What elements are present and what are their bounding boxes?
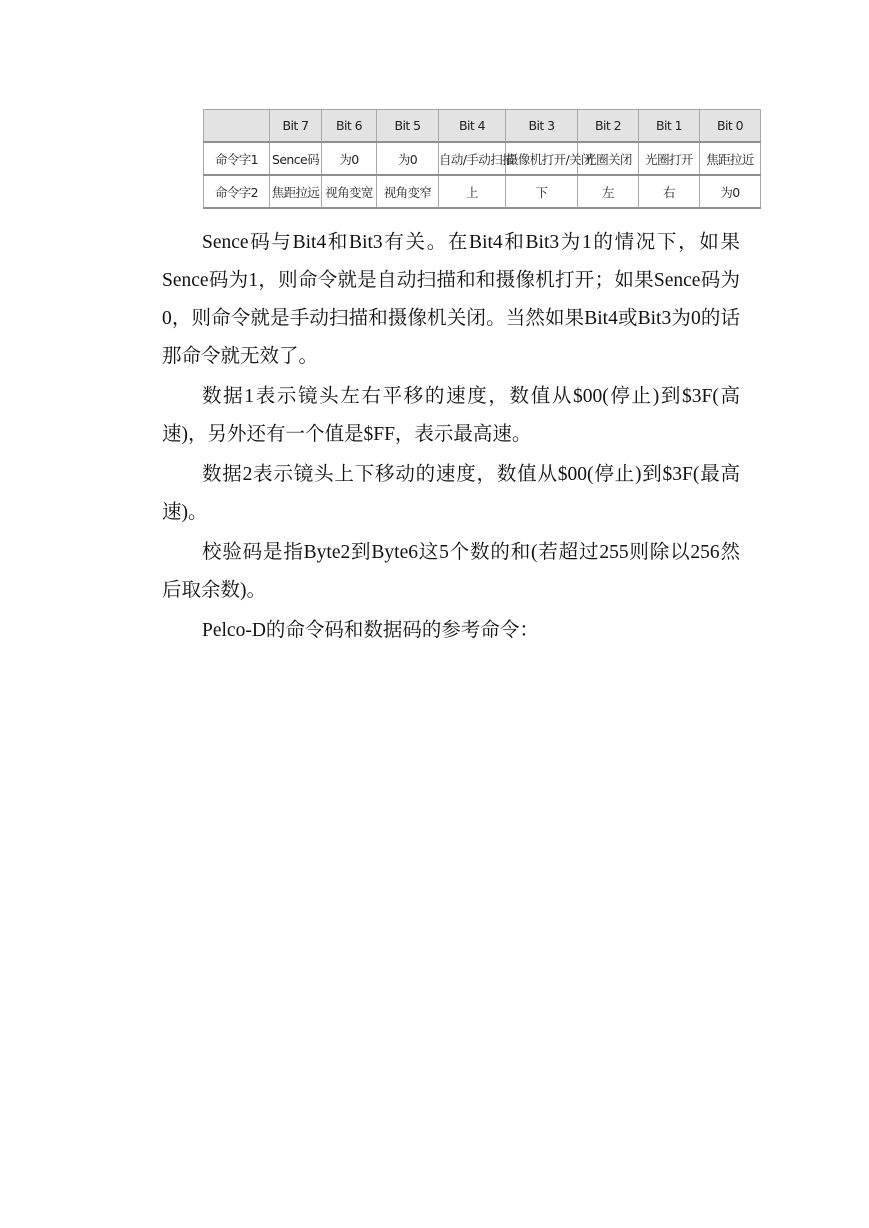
header-bit7: Bit 7 [270, 110, 322, 143]
bit-table-container [203, 109, 760, 209]
table-cell: 光圈打开 [639, 142, 700, 175]
paragraph-checksum: 校验码是指Byte2到Byte6这5个数的和(若超过255则除以256然后取余数)。 [162, 542, 740, 601]
table-cell: 为0 [377, 142, 439, 175]
table-cell: 为0 [700, 175, 761, 208]
table-cell: 上 [439, 175, 506, 208]
table-cell: 摄像机打开/关闭 [506, 142, 578, 175]
table-cell: 右 [639, 175, 700, 208]
row-label-command2: 命令字2 [204, 175, 270, 208]
table-row [204, 142, 761, 175]
table-row [204, 175, 761, 208]
header-bit0: Bit 0 [700, 110, 761, 143]
table-cell: 左 [578, 175, 639, 208]
table-header-row [204, 110, 761, 143]
table-cell: Sence码 [270, 142, 322, 175]
table-corner-cell [204, 110, 270, 143]
header-bit5: Bit 5 [377, 110, 439, 143]
table-cell: 光圈关闭 [578, 142, 639, 175]
paragraph-sence-code: Sence码与Bit4和Bit3有关。在Bit4和Bit3为1的情况下，如果Sence码为1，则命令就是自动扫描和和摄像机打开；如果Sence码为0，则命令就是手动扫描和摄像机关闭。当然如果Bit4或Bit3为0的话那命令就无效了。 [162, 232, 740, 367]
paragraph-data1: 数据1表示镜头左右平移的速度，数值从$00(停止)到$3F(高速)，另外还有一个值是$FF，表示最高速。 [162, 386, 740, 445]
table-cell: 焦距拉近 [700, 142, 761, 175]
table-cell: 为0 [322, 142, 377, 175]
command-bit-table [203, 109, 761, 209]
row-label-command1: 命令字1 [204, 142, 270, 175]
paragraph-data2: 数据2表示镜头上下移动的速度，数值从$00(停止)到$3F(最高速)。 [162, 464, 740, 523]
header-bit3: Bit 3 [506, 110, 578, 143]
header-bit2: Bit 2 [578, 110, 639, 143]
table-cell: 自动/手动扫描 [439, 142, 506, 175]
header-bit6: Bit 6 [322, 110, 377, 143]
header-bit4: Bit 4 [439, 110, 506, 143]
body-text [162, 224, 740, 652]
header-bit1: Bit 1 [639, 110, 700, 143]
table-cell: 焦距拉远 [270, 175, 322, 208]
paragraph-reference-commands: Pelco-D的命令码和数据码的参考命令： [202, 620, 539, 641]
table-cell: 下 [506, 175, 578, 208]
table-cell: 视角变宽 [322, 175, 377, 208]
table-cell: 视角变窄 [377, 175, 439, 208]
